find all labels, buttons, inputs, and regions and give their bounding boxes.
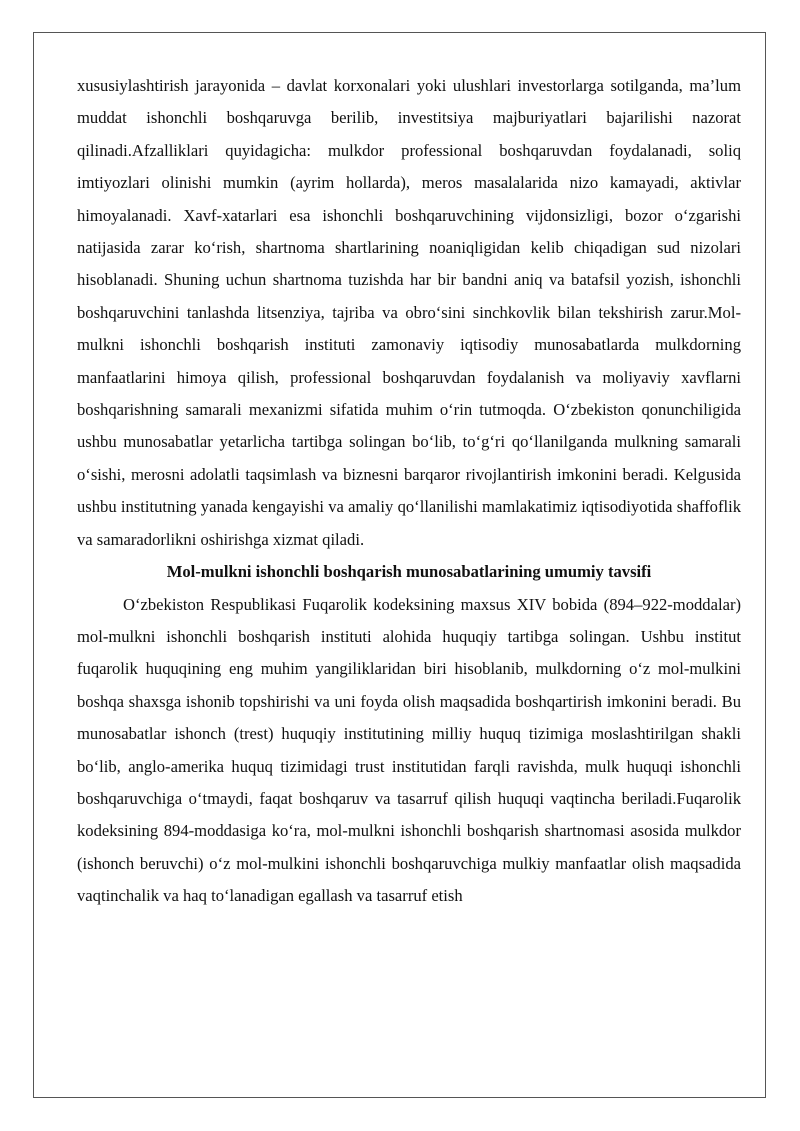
- paragraph-continuation: xususiylashtirish jarayonida – davlat korxonalari yoki ulushlari investorlarga sotilganda, ma’lum muddat ishonchli boshqaruvga berilib, investitsiya majburiyatlari bajarilishi nazorat qilinadi.Afzalliklari quyidagicha: mulkdor professional boshqaruvdan foydalanadi, soliq imtiyozlari olinishi mumkin (ayrim hollarda), meros masalalarida nizo kamayadi, aktivlar himoyalanadi. Xavf-xatarlari esa ishonchli boshqaruvchining vijdonsizligi, bozor o‘zgarishi natijasida zarar ko‘rish, shartnoma shartlarining noaniqligidan kelib chiqadigan sud nizolari hisoblanadi. Shuning uchun shartnoma tuzishda har bir bandni aniq va batafsil yozish, ishonchli boshqaruvchini tanlashda litsenziya, tajriba va obro‘sini sinchkovlik bilan tekshirish zarur.Mol-mulkni ishonchli boshqarish instituti zamonaviy iqtisodiy munosabatlarda mulkdorning manfaatlarini himoya qilish, professional boshqaruvdan foydalanish va moliyaviy xavflarni boshqarishning samarali mexanizmi sifatida muhim o‘rin tutmoqda. O‘zbekiston qonunchiligida ushbu munosabatlar yetarlicha tartibga solingan bo‘lib, to‘g‘ri qo‘llanilganda mulkning samarali o‘sishi, merosni adolatli taqsimlash va biznesni barqaror rivojlantirish imkonini beradi. Kelgusida ushbu institutning yanada kengayishi va amaliy qo‘llanilishi mamlakatimiz iqtisodiyotida shaffoflik va samaradorlikni oshirishga xizmat qiladi.: [77, 76, 741, 549]
- section-heading: Mol-mulkni ishonchli boshqarish munosabatlarining umumiy tavsifi: [166, 562, 652, 582]
- document-body: [77, 70, 741, 913]
- paragraph-civil-code: O‘zbekiston Respublikasi Fuqarolik kodeksining maxsus XIV bobida (894–922-moddalar) mol-mulkni ishonchli boshqarish instituti alohida huquqiy tartibga solingan. Ushbu institut fuqarolik huquqining eng muhim yangiliklaridan biri hisoblanib, mulkdorning o‘z mol-mulkini boshqa shaxsga ishonib topshirishi va uni foyda olish maqsadida boshqartirish imkonini beradi. Bu munosabatlar ishonch (trest) huquqiy institutining milliy huquq tizimiga moslashtirilgan shakli bo‘lib, anglo-amerika huquq tizimidagi trust institutidan farqli ravishda, mulk huquqi ishonchli boshqaruvchiga o‘tmaydi, faqat boshqaruv va tasarruf qilish huquqi vaqtincha beriladi.Fuqarolik kodeksining 894-moddasiga ko‘ra, mol-mulkni ishonchli boshqarish shartnomasi asosida mulkdor (ishonch beruvchi) o‘z mol-mulkini ishonchli boshqaruvchiga mulkiy manfaatlar olish maqsadida vaqtinchalik va haq to‘lanadigan egallash va tasarruf etish: [77, 594, 741, 906]
